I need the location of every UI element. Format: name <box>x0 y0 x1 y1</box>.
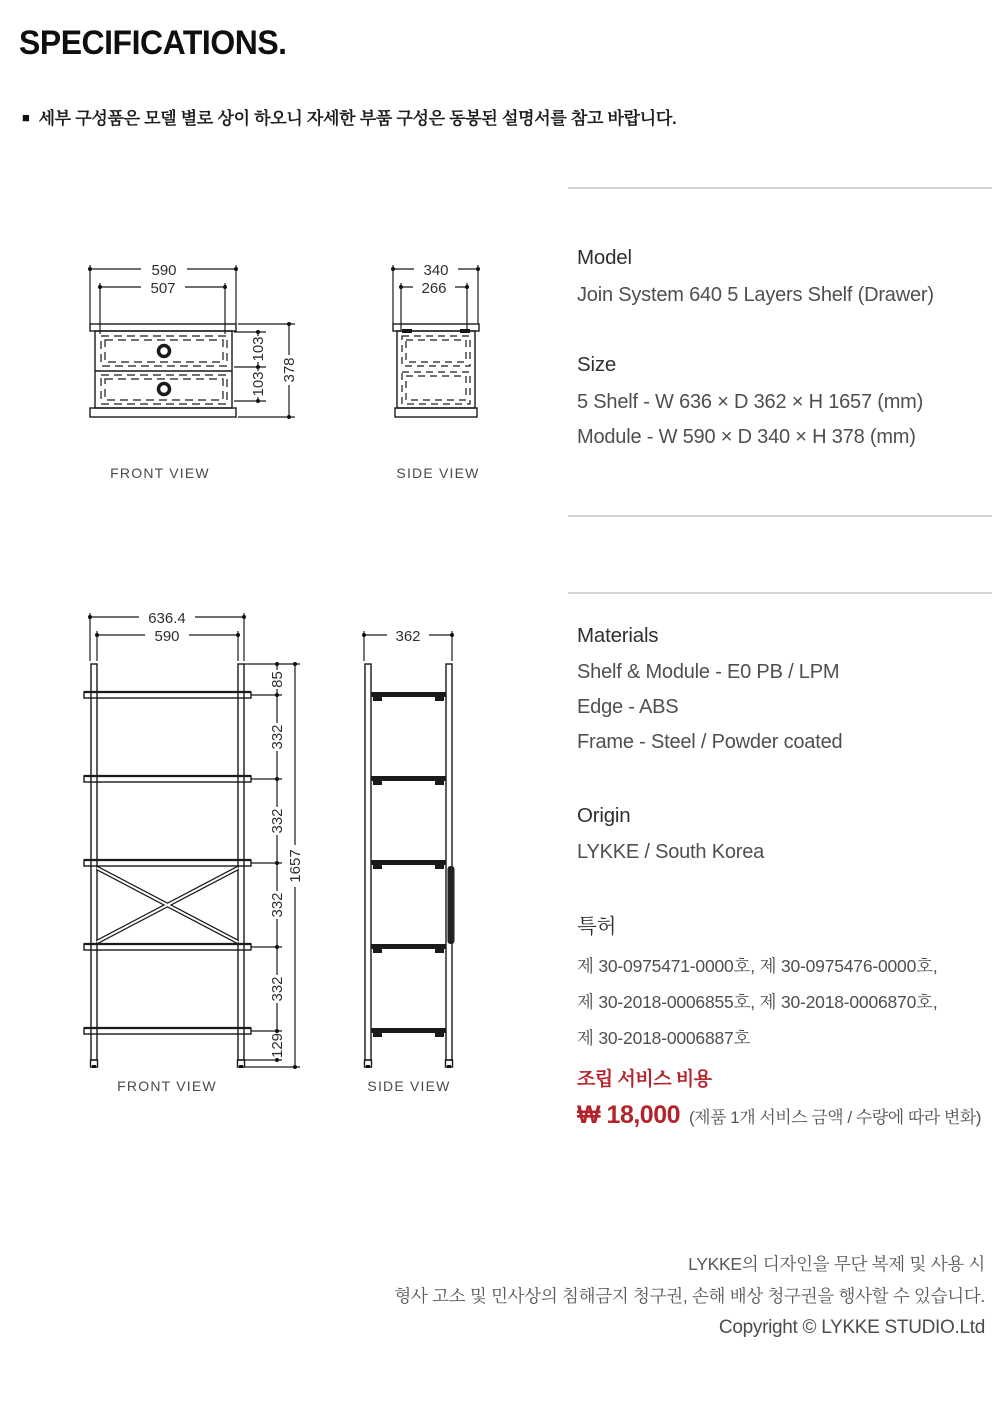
dim-drawer1-height: 103 <box>250 336 267 362</box>
copyright-footer <box>394 1248 985 1344</box>
shelf-side-view <box>362 627 455 1094</box>
square-bullet-icon: ■ <box>22 110 30 125</box>
assembly-cost-heading: 조립 서비스 비용 <box>577 1069 712 1090</box>
dim-shelf-depth: 362 <box>395 628 421 645</box>
module-front-view <box>88 260 298 481</box>
materials-line: Edge - ABS <box>577 696 679 718</box>
dim-shelf-section-2: 332 <box>269 808 286 834</box>
divider-mid-1 <box>568 515 992 517</box>
size-line: Module - W 590 × D 340 × H 378 (mm) <box>577 426 916 448</box>
shelf-drawing <box>60 600 560 1110</box>
materials-section <box>577 624 997 754</box>
shelf-front-view-label: FRONT VIEW <box>117 1078 217 1094</box>
divider-mid-2 <box>568 592 992 594</box>
materials-heading: Materials <box>577 624 659 647</box>
dim-shelf-section-1: 332 <box>269 724 286 750</box>
shelf-front-view <box>84 608 304 1094</box>
brace-edge <box>448 866 455 944</box>
size-heading: Size <box>577 353 617 376</box>
dim-shelf-section-4: 332 <box>269 976 286 1002</box>
patent-line: 제 30-2018-0006855호, 제 30-2018-0006870호, <box>577 992 938 1012</box>
dim-module-height-total: 378 <box>281 357 298 383</box>
model-section <box>577 246 997 307</box>
model-heading: Model <box>577 246 632 269</box>
dim-shelf-section-3: 332 <box>269 892 286 918</box>
size-line: 5 Shelf - W 636 × D 362 × H 1657 (mm) <box>577 391 924 413</box>
drawer-knob <box>159 384 170 395</box>
patent-section <box>577 909 997 1050</box>
footer-copyright: Copyright © LYKKE STUDIO.Ltd <box>718 1317 985 1338</box>
assembly-price: ₩ 18,000 <box>577 1101 681 1129</box>
size-section <box>577 353 997 449</box>
dim-module-depth-inner: 266 <box>421 280 447 297</box>
module-side-view <box>391 260 480 481</box>
note-text: 세부 구성품은 모델 별로 상이 하오니 자세한 부품 구성은 동봉된 설명서를 참고 바랍니다. <box>38 109 677 128</box>
dim-drawer2-height: 103 <box>250 371 267 397</box>
origin-section <box>577 804 997 864</box>
dim-module-width-inner: 507 <box>150 280 176 297</box>
origin-value: LYKKE / South Korea <box>577 841 765 863</box>
shelf-side-view-label: SIDE VIEW <box>367 1078 451 1094</box>
cross-brace <box>97 868 238 942</box>
patent-line: 제 30-0975471-0000호, 제 30-0975476-0000호, <box>577 956 938 976</box>
dim-shelf-height-total: 1657 <box>287 849 304 883</box>
dim-shelf-width-inner: 590 <box>154 628 180 645</box>
divider-top <box>568 187 992 189</box>
assembly-cost-section <box>577 1064 997 1130</box>
footer-line: 형사 고소 및 민사상의 침해금지 청구권, 손해 배상 청구권을 행사할 수 있습니다. <box>394 1286 985 1306</box>
dim-module-width-outer: 590 <box>151 262 177 279</box>
dim-shelf-seg-top: 85 <box>269 671 286 688</box>
page-title: SPECIFICATIONS. <box>19 24 287 62</box>
dim-module-depth-outer: 340 <box>423 262 449 279</box>
materials-line: Shelf & Module - E0 PB / LPM <box>577 661 840 683</box>
model-value: Join System 640 5 Layers Shelf (Drawer) <box>577 284 934 306</box>
dim-shelf-seg-bottom: 129 <box>269 1032 286 1059</box>
dim-shelf-width-outer: 636.4 <box>148 610 186 627</box>
assembly-price-note: (제품 1개 서비스 금액 / 수량에 따라 변화) <box>689 1108 981 1127</box>
drawer-knob <box>159 346 170 357</box>
note-line <box>22 104 676 129</box>
module-side-view-label: SIDE VIEW <box>396 465 480 481</box>
origin-heading: Origin <box>577 804 631 827</box>
module-drawing <box>60 250 560 490</box>
materials-line: Frame - Steel / Powder coated <box>577 731 843 753</box>
module-front-view-label: FRONT VIEW <box>110 465 210 481</box>
footer-line: LYKKE의 디자인을 무단 복제 및 사용 시 <box>688 1254 985 1274</box>
patent-heading: 특허 <box>577 915 617 938</box>
patent-line: 제 30-2018-0006887호 <box>577 1028 751 1048</box>
